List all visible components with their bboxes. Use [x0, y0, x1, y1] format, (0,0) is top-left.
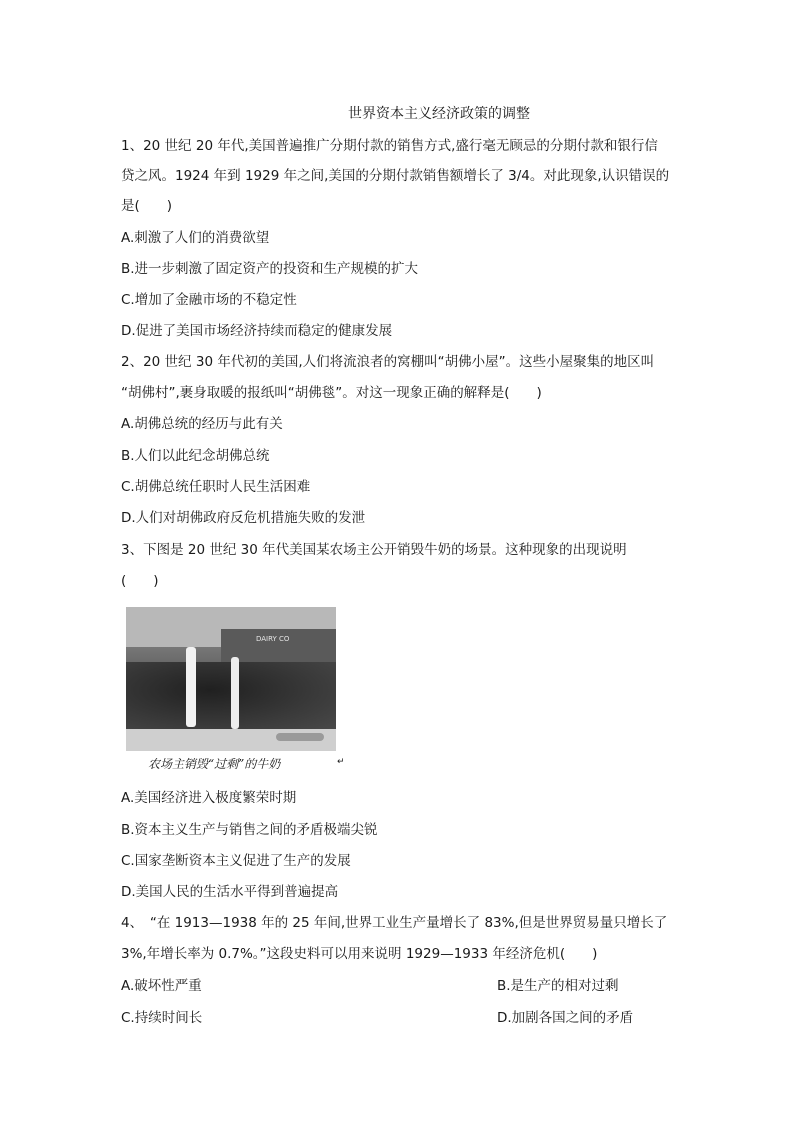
question-4-option-c: C.持续时间长 [121, 1010, 203, 1026]
question-4-option-b: B.是生产的相对过剩 [497, 978, 619, 994]
question-3-option-d: D.美国人民的生活水平得到普遍提高 [121, 884, 339, 900]
question-2-line-1: 2、20 世纪 30 年代初的美国,人们将流浪者的窝棚叫“胡佛小屋”。这些小屋聚集的地区叫 [121, 354, 655, 370]
question-3-option-b: B.资本主义生产与销售之间的矛盾极端尖锐 [121, 822, 378, 838]
question-2-option-a: A.胡佛总统的经历与此有关 [121, 416, 283, 432]
question-2-option-c: C.胡佛总统任职时人民生活困难 [121, 479, 311, 495]
question-1-option-c: C.增加了金融市场的不稳定性 [121, 292, 297, 308]
question-4-option-d: D.加剧各国之间的矛盾 [497, 1010, 634, 1026]
photo-milk-stream [186, 647, 196, 727]
question-1-option-b: B.进一步刺激了固定资产的投资和生产规模的扩大 [121, 261, 419, 277]
question-4-option-a: A.破坏性严重 [121, 978, 202, 994]
caption-return-mark: ↵ [337, 757, 345, 767]
photo-smudge [276, 733, 324, 741]
question-1-line-3: 是( ) [121, 198, 173, 214]
question-4-line-2: 3%,年增长率为 0.7%。”这段史料可以用来说明 1929—1933 年经济危机( ) [121, 946, 598, 962]
question-1-option-d: D.促进了美国市场经济持续而稳定的健康发展 [121, 323, 393, 339]
page-title: 世界资本主义经济政策的调整 [348, 106, 530, 122]
question-1-line-2: 贷之风。1924 年到 1929 年之间,美国的分期付款销售额增长了 3/4。对此现象,认识错误的 [121, 168, 670, 184]
photo-caption: 农场主销毁“过剩”的牛奶 [148, 757, 281, 771]
question-3-line-2: ( ) [121, 573, 159, 589]
question-2-option-b: B.人们以此纪念胡佛总统 [121, 448, 270, 464]
question-2-line-2: “胡佛村”,裹身取暖的报纸叫“胡佛毯”。对这一现象正确的解释是( ) [121, 385, 542, 401]
question-3-line-1: 3、下图是 20 世纪 30 年代美国某农场主公开销毁牛奶的场景。这种现象的出现说明 [121, 542, 627, 558]
milk-dumping-photo [126, 607, 336, 751]
photo-sign: DAIRY CO [256, 635, 290, 643]
photo-milk-stream [231, 657, 239, 729]
question-4-line-1: 4、 “在 1913—1938 年的 25 年间,世界工业生产量增长了 83%,但是世界贸易量只增长了 [121, 915, 668, 931]
question-3-option-c: C.国家垄断资本主义促进了生产的发展 [121, 853, 351, 869]
question-2-option-d: D.人们对胡佛政府反危机措施失败的发泄 [121, 510, 366, 526]
question-3-option-a: A.美国经济进入极度繁荣时期 [121, 790, 297, 806]
question-1-line-1: 1、20 世纪 20 年代,美国普遍推广分期付款的销售方式,盛行毫无顾忌的分期付款和银行信 [121, 138, 658, 154]
question-1-option-a: A.刺激了人们的消费欲望 [121, 230, 270, 246]
